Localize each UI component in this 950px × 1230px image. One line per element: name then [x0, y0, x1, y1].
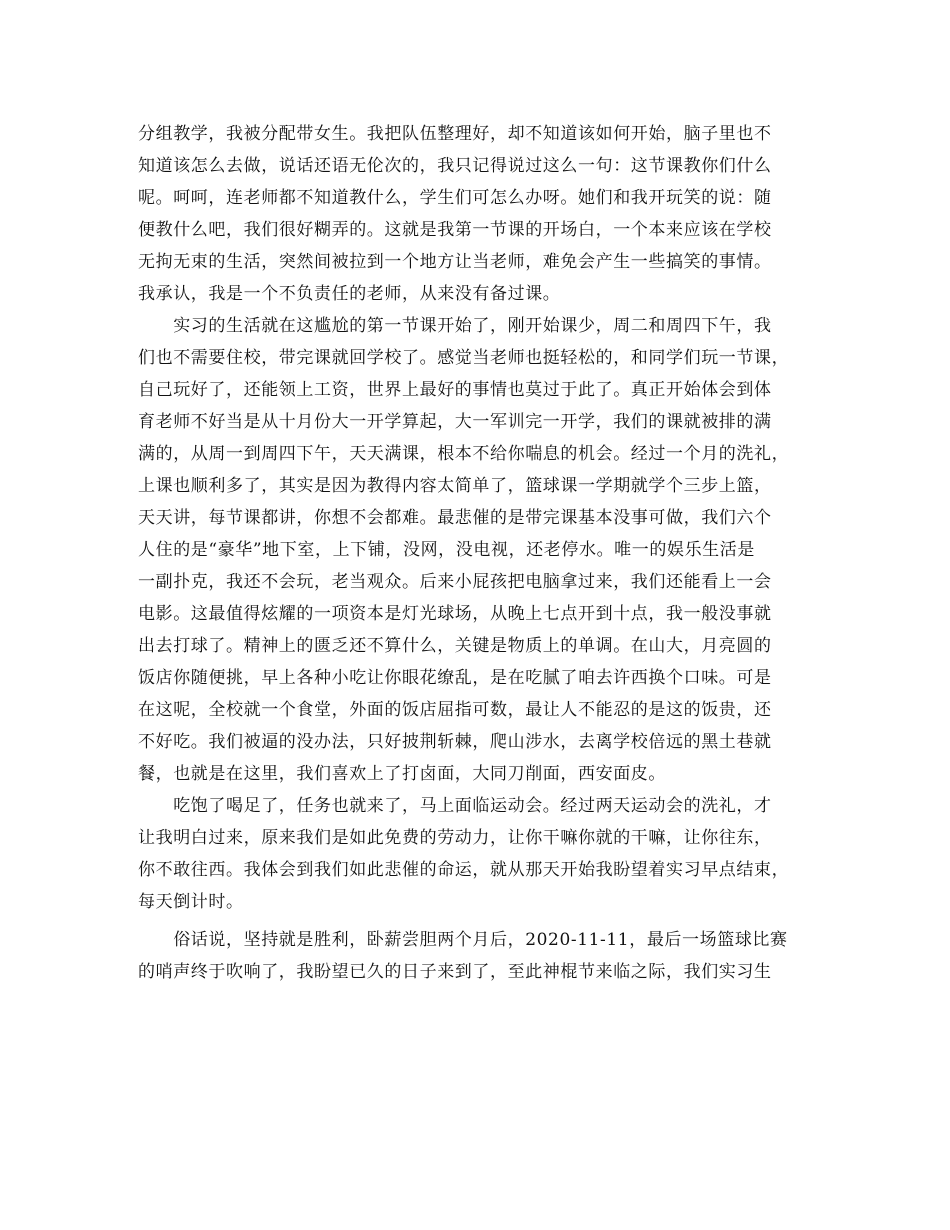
text-line: 自己玩好了，还能领上工资，世界上最好的事情也莫过于此了。真正开始体会到体 — [138, 380, 772, 400]
paragraph-4 — [138, 924, 814, 988]
document-page — [138, 118, 814, 988]
text-line: 俗话说，坚持就是胜利，卧薪尝胆两个月后，2020-11-11，最后一场篮球比赛 — [138, 930, 788, 950]
paragraph-3 — [138, 790, 814, 918]
text-line: 们也不需要住校，带完课就回学校了。感觉当老师也挺轻松的，和同学们玩一节课， — [138, 348, 790, 368]
text-line: 吃饱了喝足了，任务也就来了，马上面临运动会。经过两天运动会的洗礼，才 — [138, 796, 772, 816]
text-line: 每天倒计时。 — [138, 892, 244, 912]
text-line: 饭店你随便挑，早上各种小吃让你眼花缭乱，是在吃腻了咱去许西换个口味。可是 — [138, 668, 772, 688]
text-line: 一副扑克，我还不会玩，老当观众。后来小屁孩把电脑拿过来，我们还能看上一会 — [138, 572, 772, 592]
paragraph-2 — [138, 310, 814, 790]
text-line: 无拘无束的生活，突然间被拉到一个地方让当老师，难免会产生一些搞笑的事情。 — [138, 252, 772, 272]
text-line: 的哨声终于吹响了，我盼望已久的日子来到了，至此神棍节来临之际，我们实习生 — [138, 962, 772, 982]
text-line: 知道该怎么去做，说话还语无伦次的，我只记得说过这么一句：这节课教你们什么 — [138, 156, 772, 176]
text-line: 餐，也就是在这里，我们喜欢上了打卤面，大同刀削面，西安面皮。 — [138, 764, 666, 784]
text-line: 在这呢，全校就一个食堂，外面的饭店屈指可数，最让人不能忍的是这的饭贵，还 — [138, 700, 772, 720]
text-line: 让我明白过来，原来我们是如此免费的劳动力，让你干嘛你就的干嘛，让你往东， — [138, 828, 772, 848]
text-line: 我承认，我是一个不负责任的老师，从来没有备过课。 — [138, 284, 561, 304]
text-line: 满的，从周一到周四下午，天天满课，根本不给你喘息的机会。经过一个月的洗礼， — [138, 444, 790, 464]
text-line: 天天讲，每节课都讲，你想不会都难。最悲催的是带完课基本没事可做，我们六个 — [138, 508, 772, 528]
text-line: 电影。这最值得炫耀的一项资本是灯光球场，从晚上七点开到十点，我一般没事就 — [138, 604, 772, 624]
paragraph-1 — [138, 118, 814, 310]
text-line: 实习的生活就在这尴尬的第一节课开始了，刚开始课少，周二和周四下午，我 — [138, 316, 772, 336]
text-line: 便教什么吧，我们很好糊弄的。这就是我第一节课的开场白，一个本来应该在学校 — [138, 220, 772, 240]
text-line: 人住的是“豪华”地下室，上下铺，没网，没电视，还老停水。唯一的娱乐生活是 — [138, 540, 755, 560]
text-line: 出去打球了。精神上的匮乏还不算什么，关键是物质上的单调。在山大，月亮圆的 — [138, 636, 772, 656]
text-line: 不好吃。我们被逼的没办法，只好披荆斩棘，爬山涉水，去离学校倍远的黑土巷就 — [138, 732, 772, 752]
text-line: 你不敢往西。我体会到我们如此悲催的命运，就从那天开始我盼望着实习早点结束， — [138, 860, 790, 880]
text-line: 育老师不好当是从十月份大一开学算起，大一军训完一开学，我们的课就被排的满 — [138, 412, 772, 432]
text-line: 呢。呵呵，连老师都不知道教什么，学生们可怎么办呀。她们和我开玩笑的说：随 — [138, 188, 772, 208]
text-line: 上课也顺利多了，其实是因为教得内容太简单了，篮球课一学期就学个三步上篮， — [138, 476, 772, 496]
text-line: 分组教学，我被分配带女生。我把队伍整理好，却不知道该如何开始，脑子里也不 — [138, 124, 772, 144]
